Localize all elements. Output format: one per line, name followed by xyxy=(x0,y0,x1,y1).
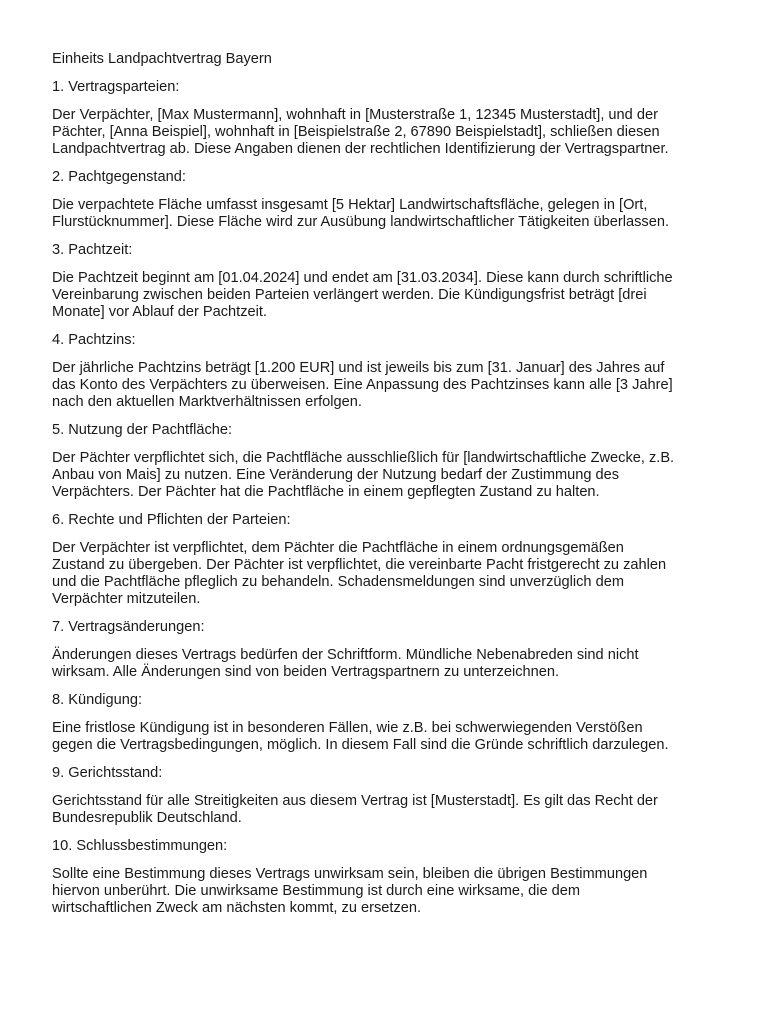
body-line: Eine fristlose Kündigung ist in besonderen Fällen, wie z.B. bei schwerwiegenden Verstößen xyxy=(52,720,643,736)
document-page xyxy=(52,51,732,928)
body-line: Der Pächter verpflichtet sich, die Pachtfläche ausschließlich für [landwirtschaftliche Zwecke, z.B. xyxy=(52,450,675,466)
section-1 xyxy=(52,79,732,158)
section-8 xyxy=(52,692,732,754)
section-body xyxy=(52,197,732,231)
document-sections xyxy=(52,79,732,917)
section-body xyxy=(52,107,732,158)
section-4 xyxy=(52,332,732,411)
section-body xyxy=(52,647,732,681)
body-line: Monate] vor Ablauf der Pachtzeit. xyxy=(52,304,267,320)
section-9 xyxy=(52,765,732,827)
body-line: Verpächter mitzuteilen. xyxy=(52,591,201,607)
section-7 xyxy=(52,619,732,681)
section-body xyxy=(52,360,732,411)
section-heading: 10. Schlussbestimmungen: xyxy=(52,838,228,854)
section-heading: 8. Kündigung: xyxy=(52,692,143,708)
body-line: Anbau von Mais] zu nutzen. Eine Veränderung der Nutzung bedarf der Zustimmung des xyxy=(52,467,620,483)
body-line: wirtschaftlichen Zweck am nächsten kommt, zu ersetzen. xyxy=(52,900,422,916)
section-10 xyxy=(52,838,732,917)
body-line: Verpächters. Der Pächter hat die Pachtfläche in einem gepflegten Zustand zu halten. xyxy=(52,484,600,500)
body-line: Sollte eine Bestimmung dieses Vertrags unwirksam sein, bleiben die übrigen Bestimmungen xyxy=(52,866,648,882)
body-line: Zustand zu übergeben. Der Pächter ist verpflichtet, die vereinbarte Pacht fristgerecht zu zahlen xyxy=(52,557,667,573)
body-line: Der Verpächter, [Max Mustermann], wohnhaft in [Musterstraße 1, 12345 Musterstadt], und der xyxy=(52,107,658,123)
section-6 xyxy=(52,512,732,608)
section-heading: 3. Pachtzeit: xyxy=(52,242,133,258)
section-heading: 2. Pachtgegenstand: xyxy=(52,169,186,185)
body-line: wirksam. Alle Änderungen sind von beiden Vertragspartnern zu unterzeichnen. xyxy=(52,664,560,680)
document-title: Einheits Landpachtvertrag Bayern xyxy=(52,51,272,67)
section-body xyxy=(52,720,732,754)
body-line: Gerichtsstand für alle Streitigkeiten aus diesem Vertrag ist [Musterstadt]. Es gilt das Recht der xyxy=(52,793,658,809)
body-line: Landpachtvertrag ab. Diese Angaben dienen der rechtlichen Identifizierung der Vertragspartner. xyxy=(52,141,669,157)
body-line: Die verpachtete Fläche umfasst insgesamt [5 Hektar] Landwirtschaftsfläche, gelegen in [Ort, xyxy=(52,197,648,213)
section-heading: 5. Nutzung der Pachtfläche: xyxy=(52,422,233,438)
section-body xyxy=(52,450,732,501)
section-2 xyxy=(52,169,732,231)
section-3 xyxy=(52,242,732,321)
section-heading: 6. Rechte und Pflichten der Parteien: xyxy=(52,512,291,528)
body-line: Flurstücknummer]. Diese Fläche wird zur Ausübung landwirtschaftlicher Tätigkeiten überlassen. xyxy=(52,214,669,230)
body-line: Änderungen dieses Vertrags bedürfen der Schriftform. Mündliche Nebenabreden sind nicht xyxy=(52,647,639,663)
section-heading: 1. Vertragsparteien: xyxy=(52,79,180,95)
body-line: das Konto des Verpächters zu überweisen. Eine Anpassung des Pachtzinses kann alle [3 Jahre] xyxy=(52,377,673,393)
body-line: hiervon unberührt. Die unwirksame Bestimmung ist durch eine wirksame, die dem xyxy=(52,883,581,899)
body-line: Bundesrepublik Deutschland. xyxy=(52,810,242,826)
body-line: Pächter, [Anna Beispiel], wohnhaft in [Beispielstraße 2, 67890 Beispielstadt], schließen diesen xyxy=(52,124,660,140)
section-5 xyxy=(52,422,732,501)
body-line: gegen die Vertragsbedingungen, möglich. In diesem Fall sind die Gründe schriftlich darzulegen. xyxy=(52,737,669,753)
body-line: Der jährliche Pachtzins beträgt [1.200 EUR] und ist jeweils bis zum [31. Januar] des Jahres auf xyxy=(52,360,665,376)
section-heading: 9. Gerichtsstand: xyxy=(52,765,163,781)
body-line: nach den aktuellen Marktverhältnissen erfolgen. xyxy=(52,394,362,410)
body-line: und die Pachtfläche pfleglich zu behandeln. Schadensmeldungen sind unverzüglich dem xyxy=(52,574,624,590)
section-body xyxy=(52,793,732,827)
body-line: Vereinbarung zwischen beiden Parteien verlängert werden. Die Kündigungsfrist beträgt [drei xyxy=(52,287,647,303)
section-body xyxy=(52,540,732,608)
body-line: Die Pachtzeit beginnt am [01.04.2024] und endet am [31.03.2034]. Diese kann durch schriftliche xyxy=(52,270,673,286)
section-heading: 7. Vertragsänderungen: xyxy=(52,619,205,635)
section-heading: 4. Pachtzins: xyxy=(52,332,136,348)
section-body xyxy=(52,270,732,321)
body-line: Der Verpächter ist verpflichtet, dem Pächter die Pachtfläche in einem ordnungsgemäßen xyxy=(52,540,624,556)
section-body xyxy=(52,866,732,917)
